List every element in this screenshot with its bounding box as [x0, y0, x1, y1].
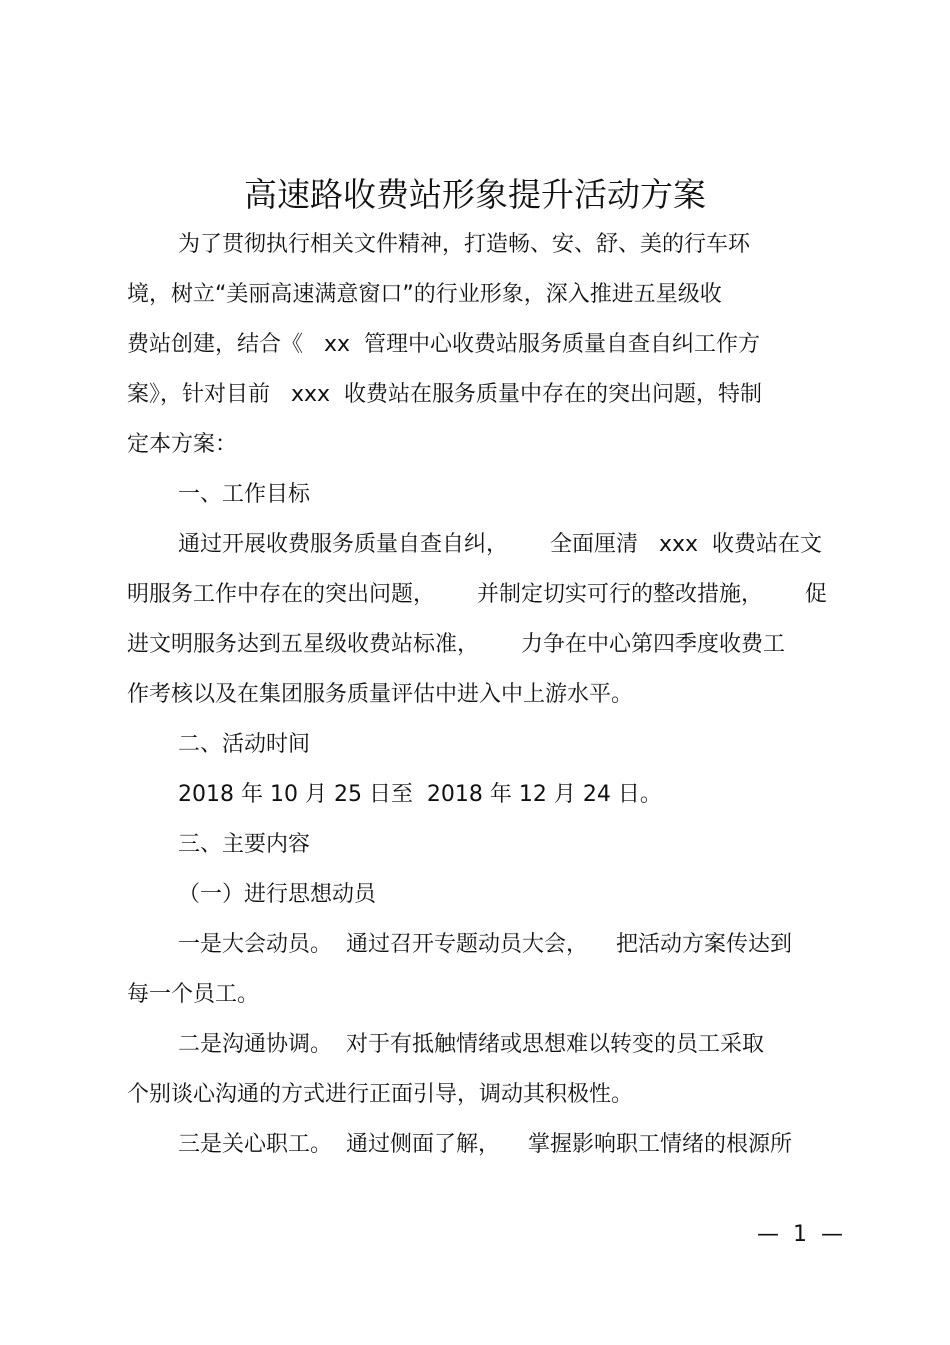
paragraph-line: 通过开展收费服务质量自查自纠， 全面厘清 xxx 收费站在文 [178, 532, 822, 557]
subsection-heading: （一）进行思想动员 [178, 882, 377, 907]
paragraph-line: 每一个员工。 [127, 982, 260, 1007]
paragraph-line: 三是关心职工。 通过侧面了解， 掌握影响职工情绪的根源所 [178, 1132, 792, 1157]
section-heading: 二、活动时间 [178, 732, 311, 757]
paragraph-line: 明服务工作中存在的突出问题， 并制定切实可行的整改措施， 促 [127, 582, 827, 607]
paragraph-line: 2018 年 10 月 25 日至 2018 年 12 月 24 日。 [178, 782, 662, 807]
paragraph-line: 进文明服务达到五星级收费站标准， 力争在中心第四季度收费工 [127, 632, 785, 657]
paragraph-line: 一是大会动员。 通过召开专题动员大会， 把活动方案传达到 [178, 932, 792, 957]
section-heading: 一、工作目标 [178, 482, 311, 507]
paragraph-line: 为了贯彻执行相关文件精神，打造畅、安、舒、美的行车环 [178, 232, 751, 257]
paragraph-line: 境，树立“美丽高速满意窗口”的行业形象，深入推进五星级收 [127, 282, 722, 307]
paragraph-line: 个别谈心沟通的方式进行正面引导，调动其积极性。 [127, 1082, 634, 1107]
paragraph-line: 案》，针对目前 xxx 收费站在服务质量中存在的突出问题，特制 [127, 382, 763, 407]
paragraph-line: 作考核以及在集团服务质量评估中进入中上游水平。 [127, 682, 634, 707]
paragraph-line: 二是沟通协调。 对于有抵触情绪或思想难以转变的员工采取 [178, 1032, 764, 1057]
paragraph-line: 定本方案： [127, 432, 238, 457]
section-heading: 三、主要内容 [178, 832, 311, 857]
document-title: 高速路收费站形象提升活动方案 [244, 175, 706, 214]
page-number: — 1 — [757, 1222, 843, 1247]
paragraph-line: 费站创建，结合《 xx 管理中心收费站服务质量自查自纠工作方 [127, 332, 761, 357]
